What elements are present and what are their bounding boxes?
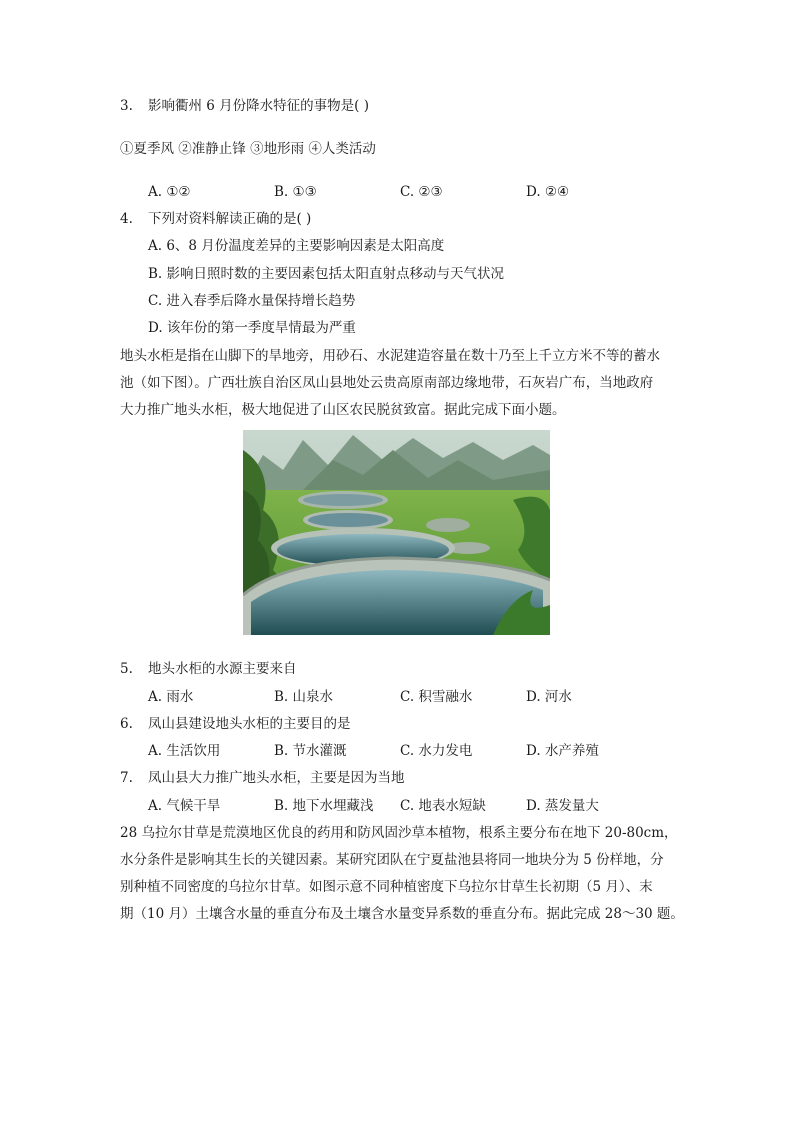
q4-stem: 下列对资料解读正确的是( ) bbox=[148, 211, 312, 227]
passage2-line-2: 水分条件是影响其生长的关键因素。某研究团队在宁夏盐池县将同一地块分为 5 份样地，分 bbox=[120, 852, 664, 868]
passage1-line-2: 池（如下图）。广西壮族自治区凤山县地处云贵高原南部边缘地带，石灰岩广布，当地政府 bbox=[120, 375, 654, 391]
passage2-line-4: 期（10 月）土壤含水量的垂直分布及土壤含水量变异系数的垂直分布。据此完成 28～30 题。 bbox=[120, 906, 684, 922]
q3-stem: 影响衢州 6 月份降水特征的事物是( ) bbox=[148, 98, 369, 114]
q5-option-a: A. 雨水 bbox=[148, 689, 194, 705]
q7-option-a: A. 气候干旱 bbox=[148, 798, 221, 814]
q3-option-b: B. ①③ bbox=[274, 184, 317, 200]
passage2-line-3: 别种植不同密度的乌拉尔甘草。如图示意不同种植密度下乌拉尔甘草生长初期（5 月）、末 bbox=[120, 879, 653, 895]
q6-option-d: D. 水产养殖 bbox=[526, 743, 599, 759]
q7-stem: 凤山县大力推广地头水柜，主要是因为当地 bbox=[148, 770, 405, 786]
q4-option-b: B. 影响日照时数的主要因素包括太阳直射点移动与天气状况 bbox=[148, 266, 505, 282]
q4-number: 4. bbox=[120, 211, 133, 227]
passage1-line-1: 地头水柜是指在山脚下的旱地旁，用砂石、水泥建造容量在数十乃至上千立方米不等的蓄水 bbox=[120, 348, 660, 364]
q4-option-a: A. 6、8 月份温度差异的主要影响因素是太阳高度 bbox=[148, 238, 445, 254]
q7-option-c: C. 地表水短缺 bbox=[400, 798, 486, 814]
q3-factors: ①夏季风 ②准静止锋 ③地形雨 ④人类活动 bbox=[120, 141, 376, 157]
q3-option-d: D. ②④ bbox=[526, 184, 570, 200]
q7-option-d: D. 蒸发量大 bbox=[526, 798, 599, 814]
q5-stem: 地头水柜的水源主要来自 bbox=[148, 661, 297, 677]
passage1-line-3: 大力推广地头水柜，极大地促进了山区农民脱贫致富。据此完成下面小题。 bbox=[120, 402, 566, 418]
q5-option-b: B. 山泉水 bbox=[274, 689, 334, 705]
q7-option-b: B. 地下水埋藏浅 bbox=[274, 798, 374, 814]
q6-stem: 凤山县建设地头水柜的主要目的是 bbox=[148, 716, 351, 732]
q5-number: 5. bbox=[120, 661, 133, 677]
q4-option-c: C. 进入春季后降水量保持增长趋势 bbox=[148, 293, 356, 309]
q3-option-c: C. ②③ bbox=[400, 184, 443, 200]
q6-option-b: B. 节水灌溉 bbox=[274, 743, 347, 759]
q6-number: 6. bbox=[120, 716, 133, 732]
q6-option-c: C. 水力发电 bbox=[400, 743, 473, 759]
q3-option-a: A. ①② bbox=[148, 184, 191, 200]
q5-option-d: D. 河水 bbox=[526, 689, 572, 705]
q6-option-a: A. 生活饮用 bbox=[148, 743, 221, 759]
q7-number: 7. bbox=[120, 770, 133, 786]
q5-option-c: C. 积雪融水 bbox=[400, 689, 473, 705]
q3-number: 3. bbox=[120, 98, 133, 114]
q4-option-d: D. 该年份的第一季度旱情最为严重 bbox=[148, 320, 356, 336]
passage2-line-1: 28 乌拉尔甘草是荒漠地区优良的药用和防风固沙草本植物，根系主要分布在地下 20-80cm， bbox=[120, 825, 678, 841]
water-cistern-photo bbox=[243, 430, 550, 635]
